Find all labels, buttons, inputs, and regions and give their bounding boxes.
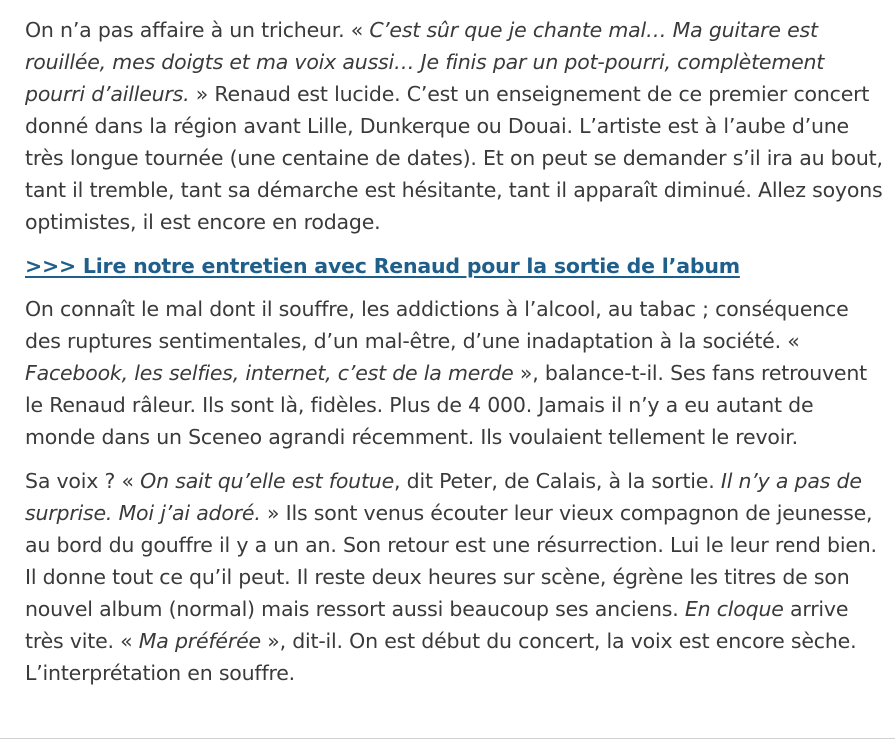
paragraph-text: On connaît le mal dont il souffre, les addictions à l’alcool, au tabac ; conséquence des ruptures sentimentales, d’un mal-être, d’une inadaptation à la société. « [25,297,849,353]
paragraph-text: » Ils sont venus écouter leur vieux compagnon de jeunesse, au bord du gouffre il y a un an. Son retour est une résurrection. Lui le leur rend bien. Il donne tout ce qu’il peut. Il reste deux heures sur scène, égrène les titres de son nouvel album (normal) mais ressort aussi beaucoup ses anciens. [25,501,877,621]
paragraph-text: arrive très vite. « [25,597,849,653]
article-body [25,14,885,701]
quote-peter-2: Il n’y a pas de surprise. Moi j’ai adoré. [25,469,862,525]
paragraph-text: , dit Peter, de Calais, à la sortie. [394,469,721,493]
paragraph-voice [25,465,885,689]
paragraph-text: », balance-t-il. Ses fans retrouvent le Renaud râleur. Ils sont là, fidèles. Plus de 4 000. Jamais il n’y a eu autant de monde dans un Sceneo agrandi récemment. Ils voulaient tellement le revoir. [25,361,867,449]
quote-peter: On sait qu’elle est foutue [140,469,395,493]
paragraph-text: », dit-il. On est début du concert, la voix est encore sèche. L’interprétation en souffre. [25,629,857,685]
quote-renaud: C’est sûr que je chante mal… Ma guitare est rouillée, mes doigts et ma voix aussi… Je finis par un pot-pourri, complètement pourri d’ailleurs. [25,18,825,106]
song-title: En cloque [684,597,784,621]
interview-link[interactable]: >>> Lire notre entretien avec Renaud pour la sortie de l’abum [25,254,740,278]
paragraph-illness [25,293,885,453]
bottom-divider [0,738,895,739]
quote-facebook: Facebook, les selfies, internet, c’est de la merde [25,361,514,385]
quote-favorite: Ma préférée [138,629,261,653]
paragraph-text: Sa voix ? « [25,469,141,493]
paragraph-intro [25,14,885,238]
paragraph-text: On n’a pas affaire à un tricheur. « [25,18,370,42]
paragraph-text: » Renaud est lucide. C’est un enseignement de ce premier concert donné dans la région avant Lille, Dunkerque ou Douai. L’artiste est à l’aube d’une très longue tournée (une centaine de dates). Et on peut se demander s’il ira au bout, tant il tremble, tant sa démarche est hésitante, tant il apparaît diminué. Allez soyons optimistes, il est encore en rodage. [25,82,883,234]
related-link-paragraph [25,250,885,282]
